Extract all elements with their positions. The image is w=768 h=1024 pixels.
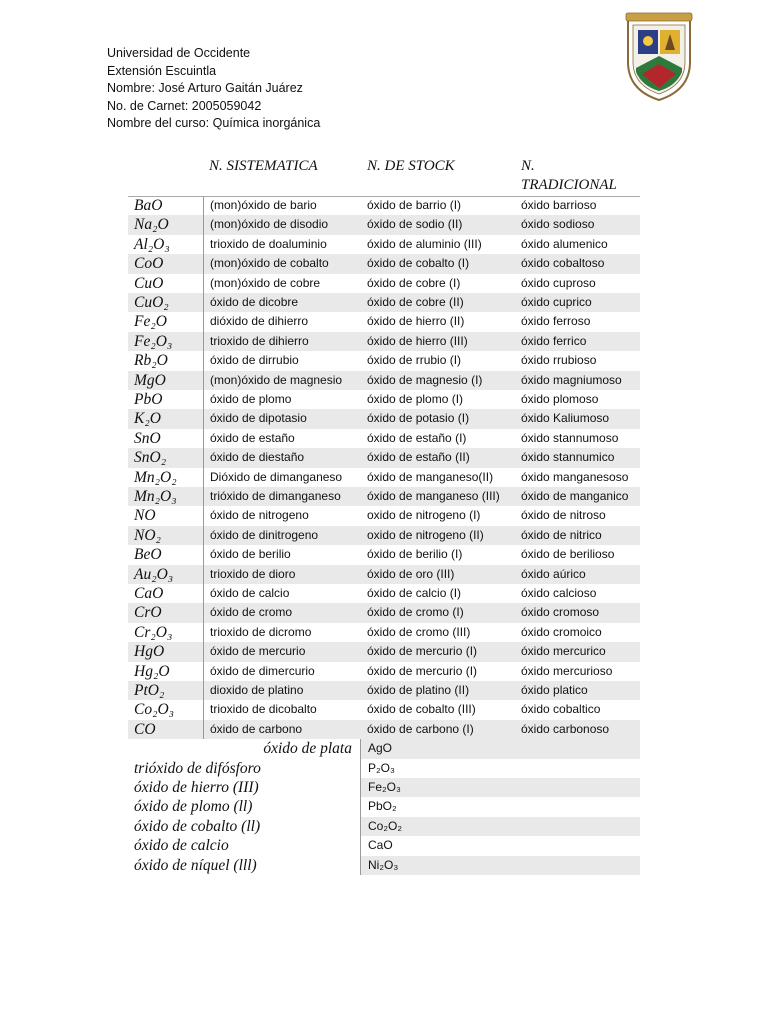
traditional-name: óxido alumenico — [521, 236, 608, 251]
compound-name: óxido de plata — [263, 740, 352, 758]
traditional-name: óxido platico — [521, 683, 588, 697]
table-row — [128, 196, 640, 215]
table-row — [128, 254, 640, 273]
traditional-name: óxido calcioso — [521, 586, 597, 600]
traditional-name: óxido carbonoso — [521, 721, 610, 736]
systematic-name: óxido de carbono — [210, 721, 303, 736]
traditional-name: óxido cobaltoso — [521, 256, 605, 271]
table-row — [128, 565, 640, 584]
table-row — [128, 390, 640, 409]
stock-name: oxido de nitrogeno (I) — [367, 508, 481, 523]
systematic-name: óxido de dimercurio — [210, 663, 315, 678]
row-shading — [361, 739, 640, 758]
formula: CO — [134, 720, 156, 738]
stock-name: óxido de calcio (I) — [367, 586, 462, 600]
compound-name: óxido de calcio — [134, 837, 229, 855]
formula: Na₂O — [134, 216, 169, 234]
compound-formula: Ni₂O₃ — [368, 857, 399, 872]
stock-name: óxido de rrubio (I) — [367, 353, 462, 368]
traditional-name: óxido cobaltico — [521, 702, 601, 717]
traditional-name: óxido mercurico — [521, 644, 606, 659]
stock-name: óxido de platino (II) — [367, 683, 470, 697]
formula: NO₂ — [134, 526, 161, 544]
systematic-name: trioxido de dicromo — [210, 624, 312, 639]
formula: Hg₂O — [134, 662, 170, 680]
stock-name: oxido de nitrogeno (II) — [367, 527, 484, 542]
systematic-name: óxido de nitrogeno — [210, 508, 309, 523]
systematic-name: trioxido de dioro — [210, 566, 296, 581]
formula: CuO₂ — [134, 294, 169, 311]
traditional-name: óxido barrioso — [521, 198, 597, 212]
row-shading — [361, 797, 640, 816]
compound-formula: PbO₂ — [368, 799, 397, 814]
list-item — [128, 778, 640, 797]
systematic-name: trioxido de dicobalto — [210, 702, 317, 717]
formula: Fe₂O — [134, 313, 167, 331]
table-row — [128, 642, 640, 661]
compound-name: óxido de cobalto (ll) — [134, 817, 261, 835]
compound-formula: CaO — [368, 838, 393, 853]
formula: Au₂O₃ — [134, 565, 174, 583]
list-item — [128, 856, 640, 875]
table-row — [128, 409, 640, 428]
stock-name: óxido de berilio (I) — [367, 547, 463, 562]
compound-name: trióxido de difósforo — [134, 759, 261, 777]
table-divider — [360, 739, 361, 875]
systematic-name: óxido de dicobre — [210, 295, 299, 309]
formula: SnO₂ — [134, 449, 167, 467]
table-row — [128, 662, 640, 681]
row-shading — [361, 778, 640, 797]
stock-name: óxido de estaño (I) — [367, 430, 467, 445]
compound-formula: Co₂O₂ — [368, 818, 402, 833]
stock-name: óxido de hierro (III) — [367, 333, 468, 348]
traditional-name: óxido cuprico — [521, 295, 592, 309]
systematic-name: (mon)óxido de magnesio — [210, 372, 343, 387]
traditional-name: óxido cuproso — [521, 275, 596, 290]
traditional-name: óxido sodioso — [521, 217, 595, 232]
stock-name: óxido de barrio (I) — [367, 198, 462, 212]
traditional-name: óxido ferrico — [521, 333, 587, 348]
stock-name: óxido de carbono (I) — [367, 721, 474, 736]
formula: K₂O — [134, 410, 161, 428]
stock-name: óxido de estaño (II) — [367, 450, 470, 465]
traditional-name: óxido de nitrico — [521, 527, 602, 542]
systematic-name: dioxido de platino — [210, 683, 304, 697]
table-row — [128, 235, 640, 254]
systematic-name: dióxido de dihierro — [210, 314, 309, 329]
traditional-name: óxido rrubioso — [521, 353, 597, 368]
formula: Co₂O₃ — [134, 701, 175, 719]
document-header — [107, 45, 320, 133]
traditional-name: óxido de manganico — [521, 489, 629, 503]
header-systematic: N. SISTEMATICA — [209, 158, 318, 174]
stock-name: óxido de oro (III) — [367, 566, 455, 581]
table-row — [128, 448, 640, 467]
row-shading — [361, 759, 640, 778]
stock-name: óxido de cobalto (III) — [367, 702, 476, 717]
table-row — [128, 700, 640, 719]
systematic-name: Dióxido de dimanganeso — [210, 469, 343, 484]
table-row — [128, 526, 640, 545]
table-row — [128, 603, 640, 622]
traditional-name: óxido Kaliumoso — [521, 411, 610, 426]
systematic-name: óxido de dinitrogeno — [210, 527, 319, 542]
traditional-name: óxido cromoico — [521, 624, 602, 639]
systematic-name: (mon)óxido de bario — [210, 198, 317, 212]
formula: HgO — [134, 643, 165, 661]
stock-name: óxido de mercurio (I) — [367, 644, 478, 659]
formula: CaO — [134, 585, 164, 602]
formula: NO — [134, 507, 156, 525]
stock-name: óxido de aluminio (III) — [367, 236, 482, 251]
carnet-number: No. de Carnet: 2005059042 — [107, 98, 262, 113]
traditional-name: óxido magniumoso — [521, 372, 622, 387]
list-item — [128, 759, 640, 778]
stock-name: óxido de cromo (I) — [367, 605, 464, 620]
table-row — [128, 506, 640, 525]
formula: SnO — [134, 429, 161, 447]
list-item — [128, 797, 640, 816]
university-crest-logo — [624, 10, 694, 102]
traditional-name: óxido stannumico — [521, 450, 615, 465]
formula: Rb₂O — [134, 352, 168, 370]
traditional-name: óxido de nitroso — [521, 508, 606, 523]
list-item — [128, 817, 640, 836]
traditional-name: óxido stannumoso — [521, 430, 619, 445]
compound-formula: Fe₂O₃ — [368, 780, 401, 794]
stock-name: óxido de hierro (II) — [367, 314, 465, 329]
table-row — [128, 720, 640, 739]
systematic-name: óxido de diestaño — [210, 450, 305, 465]
table-row — [128, 468, 640, 487]
header-traditional-line2: TRADICIONAL — [521, 177, 617, 193]
extension-name: Extensión Escuintla — [107, 63, 217, 78]
formula: BaO — [134, 197, 163, 214]
formula: Mn₂O₃ — [134, 488, 177, 505]
row-shading — [361, 856, 640, 875]
systematic-name: óxido de berilio — [210, 547, 291, 562]
table-row — [128, 545, 640, 564]
traditional-name: óxido de berilioso — [521, 547, 615, 562]
formula: Fe₂O₃ — [134, 332, 173, 350]
table-row — [128, 274, 640, 293]
stock-name: óxido de mercurio (I) — [367, 663, 478, 678]
table-divider — [203, 196, 204, 739]
formula: CoO — [134, 255, 164, 273]
compound-formula: P₂O₃ — [368, 760, 395, 775]
systematic-name: óxido de mercurio — [210, 644, 306, 659]
systematic-name: óxido de dipotasio — [210, 411, 307, 426]
row-shading — [361, 836, 640, 855]
student-name: Nombre: José Arturo Gaitán Juárez — [107, 81, 303, 96]
stock-name: óxido de cobre (II) — [367, 295, 464, 309]
systematic-name: (mon)óxido de cobalto — [210, 256, 329, 271]
systematic-name: óxido de dirrubio — [210, 353, 299, 368]
stock-name: óxido de magnesio (I) — [367, 372, 483, 387]
systematic-name: trioxido de doaluminio — [210, 236, 327, 251]
stock-name: óxido de plomo (I) — [367, 392, 464, 406]
stock-name: óxido de potasio (I) — [367, 411, 470, 426]
header-traditional-line1: N. — [521, 158, 535, 174]
traditional-name: óxido plomoso — [521, 392, 599, 406]
systematic-name: trióxido de dimanganeso — [210, 489, 341, 503]
compound-name: óxido de níquel (lll) — [134, 856, 257, 874]
table-row — [128, 215, 640, 234]
traditional-name: óxido ferroso — [521, 314, 591, 329]
table-row — [128, 312, 640, 331]
table-row — [128, 351, 640, 370]
stock-name: óxido de cobalto (I) — [367, 256, 470, 271]
formula: Mn₂O₂ — [134, 468, 177, 486]
table-row — [128, 623, 640, 642]
table-row — [128, 584, 640, 603]
systematic-name: óxido de cromo — [210, 605, 293, 620]
formula: MgO — [134, 371, 166, 389]
compound-formula: AgO — [368, 741, 393, 756]
systematic-name: óxido de calcio — [210, 586, 290, 600]
university-name: Universidad de Occidente — [107, 46, 251, 60]
table-row — [128, 487, 640, 506]
compound-name: óxido de hierro (III) — [134, 779, 259, 796]
stock-name: óxido de manganeso(II) — [367, 469, 494, 484]
formula: PtO₂ — [134, 682, 165, 699]
traditional-name: óxido mercurioso — [521, 663, 613, 678]
list-item — [128, 739, 640, 758]
stock-name: óxido de cromo (III) — [367, 624, 471, 639]
systematic-name: trioxido de dihierro — [210, 333, 309, 348]
stock-name: óxido de sodio (II) — [367, 217, 463, 232]
stock-name: óxido de cobre (I) — [367, 275, 461, 290]
table-row — [128, 371, 640, 390]
formula: Al₂O₃ — [134, 235, 170, 253]
systematic-name: óxido de estaño — [210, 430, 295, 445]
stock-name: óxido de manganeso (III) — [367, 489, 500, 503]
compound-name: óxido de plomo (ll) — [134, 798, 253, 816]
formula: CuO — [134, 274, 164, 292]
traditional-name: óxido aúrico — [521, 566, 586, 581]
formula: Cr₂O₃ — [134, 623, 173, 641]
traditional-name: óxido manganesoso — [521, 469, 629, 484]
systematic-name: óxido de plomo — [210, 392, 292, 406]
systematic-name: (mon)óxido de cobre — [210, 275, 321, 290]
systematic-name: (mon)óxido de disodio — [210, 217, 329, 232]
course-name: Nombre del curso: Química inorgánica — [107, 116, 321, 131]
header-stock: N. DE STOCK — [367, 158, 455, 174]
table-row — [128, 293, 640, 312]
traditional-name: óxido cromoso — [521, 605, 600, 620]
table-row — [128, 681, 640, 700]
formula: BeO — [134, 546, 162, 564]
row-shading — [361, 817, 640, 836]
formula: PbO — [134, 391, 163, 408]
list-item — [128, 836, 640, 855]
table-row — [128, 429, 640, 448]
table-row — [128, 332, 640, 351]
formula: CrO — [134, 604, 162, 622]
